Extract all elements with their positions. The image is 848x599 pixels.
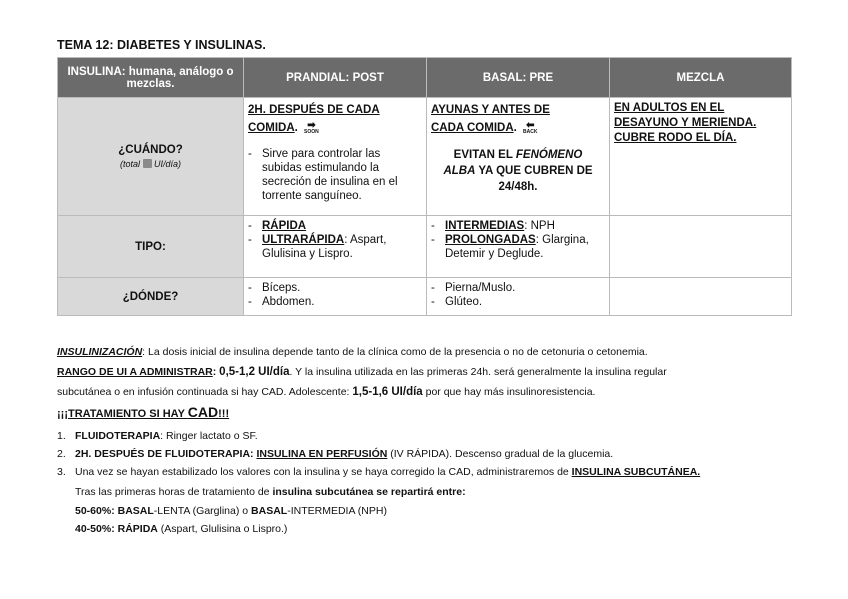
list-item: - Abdomen. bbox=[248, 296, 315, 308]
insulin-table bbox=[57, 57, 792, 316]
rango-line2-text: subcutánea o en infusión continuada si hay CAD. Adolescente: bbox=[57, 386, 353, 398]
item2-underline: INSULINA EN PERFUSIÓN bbox=[256, 448, 388, 460]
dose-line-2 bbox=[75, 523, 287, 535]
list-item-3 bbox=[57, 466, 700, 478]
tratamiento-prefix: ¡¡¡TRATAMIENTO SI HAY bbox=[57, 408, 188, 420]
cell-tipo-mezcla bbox=[610, 216, 792, 278]
rango-label: RANGO DE UI A ADMINISTRAR bbox=[57, 366, 213, 378]
rango-text: . Y la insulina utilizada en las primeras 24h. será generalmente la insulina regular bbox=[289, 366, 667, 378]
tipo-intermedias: INTERMEDIAS bbox=[445, 220, 525, 232]
basal-desc bbox=[431, 147, 605, 195]
prandial-heading-2: COMIDA bbox=[248, 122, 295, 134]
tipo-prandial-2: - ULTRARÁPIDA: Aspart, Glulisina y Lispro. bbox=[248, 234, 387, 260]
prandial-desc-text: Sirve para controlar las subidas estimulando la secreción de insulina en el torrente sanguíneo. bbox=[262, 148, 398, 202]
list-item: - Bíceps. bbox=[248, 282, 301, 294]
donde-basal-2: Glúteo. bbox=[445, 296, 483, 308]
header-basal: BASAL: PRE bbox=[427, 58, 610, 98]
item3-line-2 bbox=[75, 486, 466, 498]
item3-number: 3. bbox=[57, 466, 66, 478]
list-item-2 bbox=[57, 448, 613, 460]
item3-line2-b: insulina subcutánea se repartirá entre: bbox=[272, 486, 466, 498]
cell-donde-mezcla bbox=[610, 278, 792, 316]
tipo-rapida: RÁPIDA bbox=[262, 220, 307, 232]
dose1-c: BASAL bbox=[251, 505, 288, 517]
basal-heading-2-wrap: CADA COMIDA. ⬅ BACK bbox=[431, 120, 538, 135]
list-item: - Pierna/Muslo. bbox=[431, 282, 516, 294]
row-donde bbox=[58, 278, 792, 316]
basal-desc-em: FENÓMENO ALBA bbox=[443, 149, 583, 177]
cell-tipo-basal bbox=[427, 216, 610, 278]
tratamiento-cad: CAD bbox=[187, 404, 219, 420]
insulinizacion-label: INSULINIZACIÓN bbox=[57, 346, 143, 358]
basal-desc-2: YA QUE CUBREN DE 24/48h. bbox=[475, 165, 593, 193]
dose1-b: -LENTA (Garglina) o bbox=[153, 505, 252, 517]
cell-donde-prandial bbox=[244, 278, 427, 316]
info-icon bbox=[143, 159, 152, 168]
rango-line2-rest: por que hay más insulinoresistencia. bbox=[422, 386, 596, 398]
prandial-heading-2-wrap: COMIDA. ➡ SOON bbox=[248, 120, 319, 135]
label-donde: ¿DÓNDE? bbox=[58, 278, 244, 316]
basal-heading-2: CADA COMIDA bbox=[431, 122, 514, 134]
insulinizacion-paragraph bbox=[57, 346, 648, 358]
dose-line-1 bbox=[75, 505, 387, 517]
basal-desc-1: EVITAN EL bbox=[453, 149, 516, 161]
cell-cuando-basal bbox=[427, 98, 610, 216]
dose2-a: 40-50%: RÁPIDA bbox=[75, 523, 158, 535]
soon-arrow-icon: ➡ SOON bbox=[304, 120, 319, 135]
row-tipo bbox=[58, 216, 792, 278]
item3-text: Una vez se hayan estabilizado los valores con la insulina y se haya corregido la CAD, administraremos de bbox=[75, 466, 572, 478]
header-insulina: INSULINA: humana, análogo o mezclas. bbox=[58, 58, 244, 98]
table-header-row bbox=[58, 58, 792, 98]
item3-underline: INSULINA SUBCUTÁNEA. bbox=[571, 466, 701, 478]
back-arrow-icon: ⬅ BACK bbox=[523, 120, 538, 135]
insulinizacion-text: : La dosis inicial de insulina depende tanto de la clínica como de la presencia o no de cetonuria o cetonemia. bbox=[142, 346, 648, 358]
tipo-prolongadas-rest: : Glargina, Detemir y Deglude. bbox=[445, 234, 589, 260]
tipo-prandial-1: - RÁPIDA bbox=[248, 220, 307, 232]
dose2-b: (Aspart, Glulisina o Lispro.) bbox=[157, 523, 288, 535]
item2-bold: 2H. DESPUÉS DE FLUIDOTERAPIA: bbox=[75, 448, 257, 460]
donde-prandial-1: Bíceps. bbox=[262, 282, 301, 294]
row-cuando bbox=[58, 98, 792, 216]
donde-basal-1: Pierna/Muslo. bbox=[445, 282, 516, 294]
page-title: TEMA 12: DIABETES Y INSULINAS. bbox=[57, 38, 266, 52]
item1-rest: : Ringer lactato o SF. bbox=[160, 430, 258, 442]
label-cuando bbox=[58, 98, 244, 216]
basal-heading-1: AYUNAS Y ANTES DE bbox=[431, 104, 550, 116]
back-label: BACK bbox=[523, 129, 538, 135]
mezcla-text: EN ADULTOS EN EL DESAYUNO Y MERIENDA. CUBRE RODO EL DÍA. bbox=[614, 102, 757, 144]
label-cuando-sub bbox=[62, 157, 239, 171]
label-tipo: TIPO: bbox=[58, 216, 244, 278]
cell-cuando-mezcla bbox=[610, 98, 792, 216]
item1-number: 1. bbox=[57, 430, 66, 442]
list-item-1 bbox=[57, 430, 258, 442]
sub-suffix: UI/día) bbox=[154, 158, 182, 169]
rango-value: 0,5-1,2 UI/día bbox=[219, 366, 290, 378]
header-mezcla: MEZCLA bbox=[610, 58, 792, 98]
tratamiento-suffix: !!! bbox=[218, 408, 230, 420]
sub-prefix: (total bbox=[119, 158, 140, 169]
prandial-heading-1: 2H. DESPUÉS DE CADA bbox=[248, 104, 380, 116]
dose1-d: -INTERMEDIA (NPH) bbox=[287, 505, 387, 517]
list-item: - Glúteo. bbox=[431, 296, 483, 308]
item1-bold: FLUIDOTERAPIA bbox=[75, 430, 161, 442]
item2-rest: (IV RÁPIDA). Descenso gradual de la glucemia. bbox=[387, 448, 614, 460]
tipo-intermedias-rest: : NPH bbox=[524, 220, 555, 232]
rango-line-1 bbox=[57, 366, 667, 378]
header-prandial: PRANDIAL: POST bbox=[244, 58, 427, 98]
tipo-basal-1: - INTERMEDIAS: NPH bbox=[431, 220, 555, 232]
tipo-ultrarapida: ULTRARÁPIDA bbox=[262, 234, 345, 246]
label-cuando-text: ¿CUÁNDO? bbox=[118, 143, 183, 156]
cell-donde-basal bbox=[427, 278, 610, 316]
tipo-prolongadas: PROLONGADAS bbox=[445, 234, 536, 246]
item2-number: 2. bbox=[57, 448, 66, 460]
cell-tipo-prandial bbox=[244, 216, 427, 278]
dose1-a: 50-60%: BASAL bbox=[75, 505, 154, 517]
soon-label: SOON bbox=[304, 129, 319, 135]
cell-cuando-prandial bbox=[244, 98, 427, 216]
rango-colon: : bbox=[212, 366, 220, 378]
rango-line-2 bbox=[57, 386, 595, 398]
prandial-desc: - Sirve para controlar las subidas estimulando la secreción de insulina en el torrente sanguíneo. bbox=[248, 147, 422, 203]
tipo-basal-2: - PROLONGADAS: Glargina, Detemir y Deglude. bbox=[431, 234, 589, 260]
donde-prandial-2: Abdomen. bbox=[262, 296, 315, 308]
tipo-ultrarapida-rest: : Aspart, Glulisina y Lispro. bbox=[262, 234, 387, 260]
rango-line2-value: 1,5-1,6 UI/día bbox=[352, 386, 423, 398]
item3-line2-a: Tras las primeras horas de tratamiento de bbox=[75, 486, 273, 498]
tratamiento-heading bbox=[57, 404, 229, 420]
